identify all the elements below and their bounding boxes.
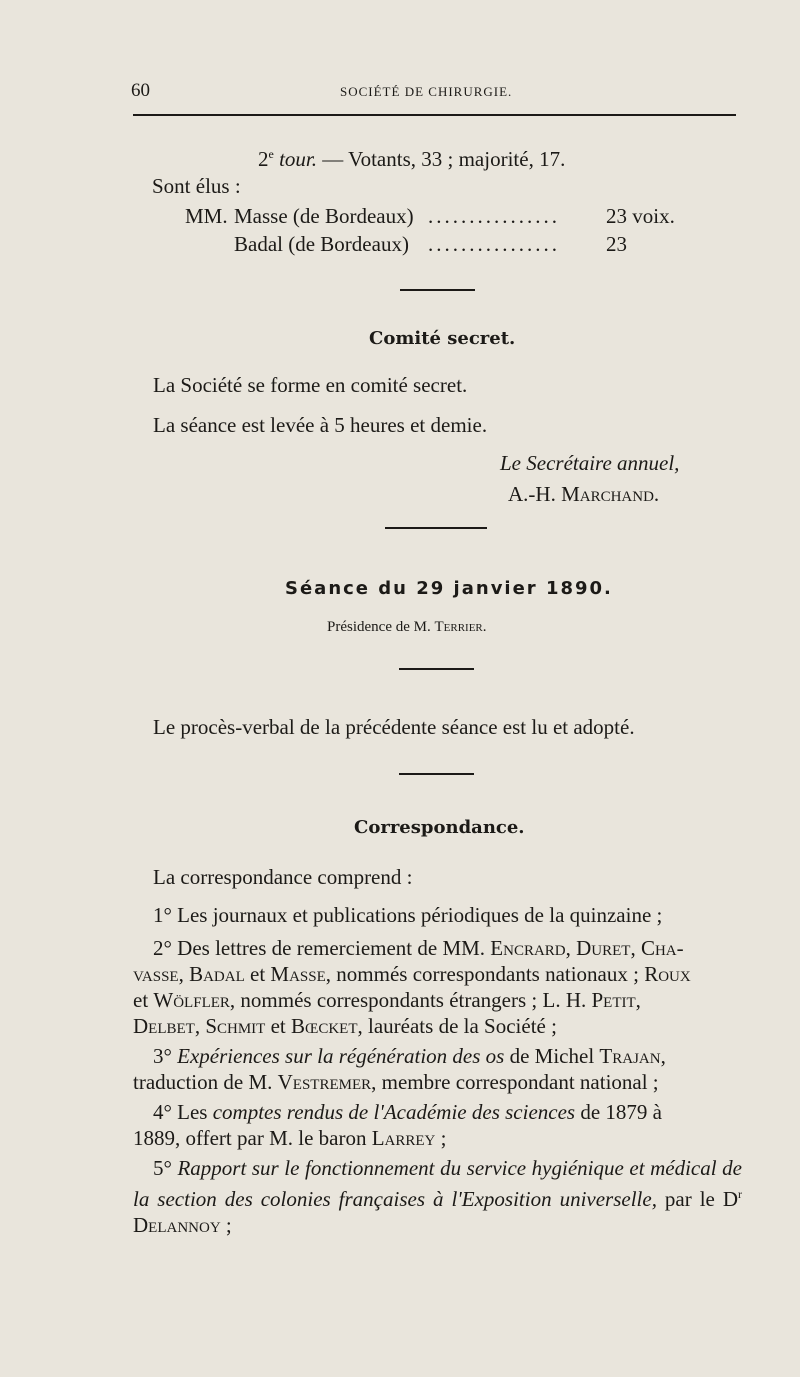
name-trajan: Trajan — [599, 1044, 661, 1068]
item-5-title: Rapport sur le fonctionnement du service hygiénique et médical de la section des colonies françaises à l'Exposition universelle, — [133, 1156, 742, 1211]
comite-line-1: La Société se forme en comité secret. — [153, 373, 468, 397]
correspondance-title: Correspondance. — [354, 817, 525, 838]
item-2-sep-3: , — [178, 962, 190, 986]
name-masse: Masse — [270, 962, 326, 986]
name-encrard: Encrard — [490, 936, 566, 960]
president-name: Terrier. — [434, 619, 487, 635]
item-2-line-4 — [133, 1013, 557, 1039]
item-2-sep-4: , — [635, 988, 641, 1012]
item-3-text-3: , membre correspondant national ; — [371, 1070, 659, 1094]
comite-title: Comité secret. — [369, 328, 516, 349]
item-2-line-1 — [153, 935, 684, 961]
vote-round-word: tour. — [279, 147, 318, 171]
name-larrey: Larrey — [371, 1126, 436, 1150]
item-5-sup: r — [738, 1187, 742, 1201]
divider-1 — [400, 289, 475, 291]
header-rule — [133, 114, 736, 116]
vote-row-2-name: Badal (de Bordeaux) — [234, 232, 409, 256]
name-schmit: Schmit — [205, 1014, 266, 1038]
vote-round-sup: e — [268, 147, 274, 161]
vote-round-line — [258, 141, 565, 172]
item-4-title: comptes rendus de l'Académie des sciences — [212, 1100, 576, 1124]
item-5-text-3: ; — [220, 1213, 232, 1237]
name-chavasse-part2: vasse — [133, 962, 179, 986]
item-1-number: 1° — [153, 903, 172, 927]
item-5 — [133, 1155, 742, 1238]
item-4-line-2 — [133, 1125, 446, 1151]
item-2-line-2 — [133, 961, 691, 987]
seance-title: Séance du 29 janvier 1890. — [285, 578, 613, 599]
signature-surname: Marchand. — [561, 482, 660, 506]
item-3-number: 3° — [153, 1044, 172, 1068]
item-4-line-1 — [153, 1099, 662, 1125]
item-3-text-1: de Michel — [504, 1044, 600, 1068]
item-4-text-2a: de 1879 à — [580, 1100, 662, 1124]
item-3-title: Expériences sur la régénération des os — [171, 1044, 505, 1068]
vote-row-1-votes: 23 voix. — [606, 204, 675, 228]
vote-row-2-dots: ................ — [428, 232, 560, 256]
item-2-sep-1: , — [565, 936, 577, 960]
item-4-text-1: Les — [171, 1100, 213, 1124]
item-2-text-4: , lauréats de la Société ; — [357, 1014, 557, 1038]
item-1-text: Les journaux et publications périodiques de la quinzaine ; — [171, 903, 663, 927]
item-2-line-3 — [133, 987, 641, 1013]
name-badal: Badal — [189, 962, 245, 986]
item-4-number: 4° — [153, 1100, 172, 1124]
item-3-cont — [133, 1069, 659, 1095]
signature-role: Le Secrétaire annuel, — [500, 451, 680, 475]
page-number: 60 — [131, 80, 150, 101]
item-5-text-1: par le D — [656, 1187, 738, 1211]
signature-name — [508, 481, 659, 507]
presidence-line — [327, 619, 487, 636]
item-3-text-2b: traduction de M. — [133, 1070, 278, 1094]
item-2-text-3: , nommés correspondants étrangers ; L. H. — [229, 988, 592, 1012]
name-duret: Duret — [576, 936, 631, 960]
running-title: SOCIÉTÉ DE CHIRURGIE. — [340, 84, 513, 99]
proces-verbal: Le procès-verbal de la précédente séance est lu et adopté. — [153, 715, 635, 739]
item-2-text-2: , nommés correspondants nationaux ; — [325, 962, 645, 986]
divider-3 — [399, 668, 474, 670]
name-wolfler: Wölfler — [153, 988, 230, 1012]
vote-row-1-dots: ................ — [428, 204, 560, 228]
vote-round-rest: — Votants, 33 ; majorité, 17. — [317, 147, 566, 171]
item-2-and-1: et — [244, 962, 271, 986]
divider-2 — [385, 527, 487, 529]
item-1 — [153, 902, 662, 928]
item-2-number: 2° — [153, 936, 172, 960]
name-petit: Petit — [591, 988, 636, 1012]
name-vestremer: Vestremer — [277, 1070, 372, 1094]
vote-round-number: 2 — [258, 147, 269, 171]
name-boecket: Bœcket — [291, 1014, 358, 1038]
item-2-sep-2: , — [630, 936, 641, 960]
item-3-text-2: , — [660, 1044, 666, 1068]
name-delbet: Delbet — [133, 1014, 195, 1038]
signature-initials: A.-H. — [508, 482, 562, 506]
elected-label: Sont élus : — [152, 174, 241, 198]
item-2-sep-5: , — [194, 1014, 206, 1038]
name-chavasse-part1: Cha- — [640, 936, 684, 960]
correspondance-intro: La correspondance comprend : — [153, 865, 413, 889]
vote-row-1-prefix: MM. — [185, 204, 228, 228]
item-5-number: 5° — [153, 1156, 172, 1180]
name-delannoy: Delannoy — [133, 1213, 221, 1237]
comite-line-2: La séance est levée à 5 heures et demie. — [153, 413, 488, 437]
item-2-and-2: et — [133, 988, 154, 1012]
vote-row-1-name: Masse (de Bordeaux) — [234, 204, 414, 228]
presidence-prefix: Présidence de M. — [327, 619, 435, 635]
name-roux: Roux — [644, 962, 691, 986]
item-2-and-3: et — [265, 1014, 291, 1038]
vote-row-2-votes: 23 — [606, 232, 627, 256]
item-4-text-3: ; — [435, 1126, 447, 1150]
item-4-text-2: 1889, offert par M. le baron — [133, 1126, 372, 1150]
item-3-line-1 — [153, 1043, 666, 1069]
divider-4 — [399, 773, 474, 775]
item-2-text-1: Des lettres de remerciement de MM. — [171, 936, 491, 960]
